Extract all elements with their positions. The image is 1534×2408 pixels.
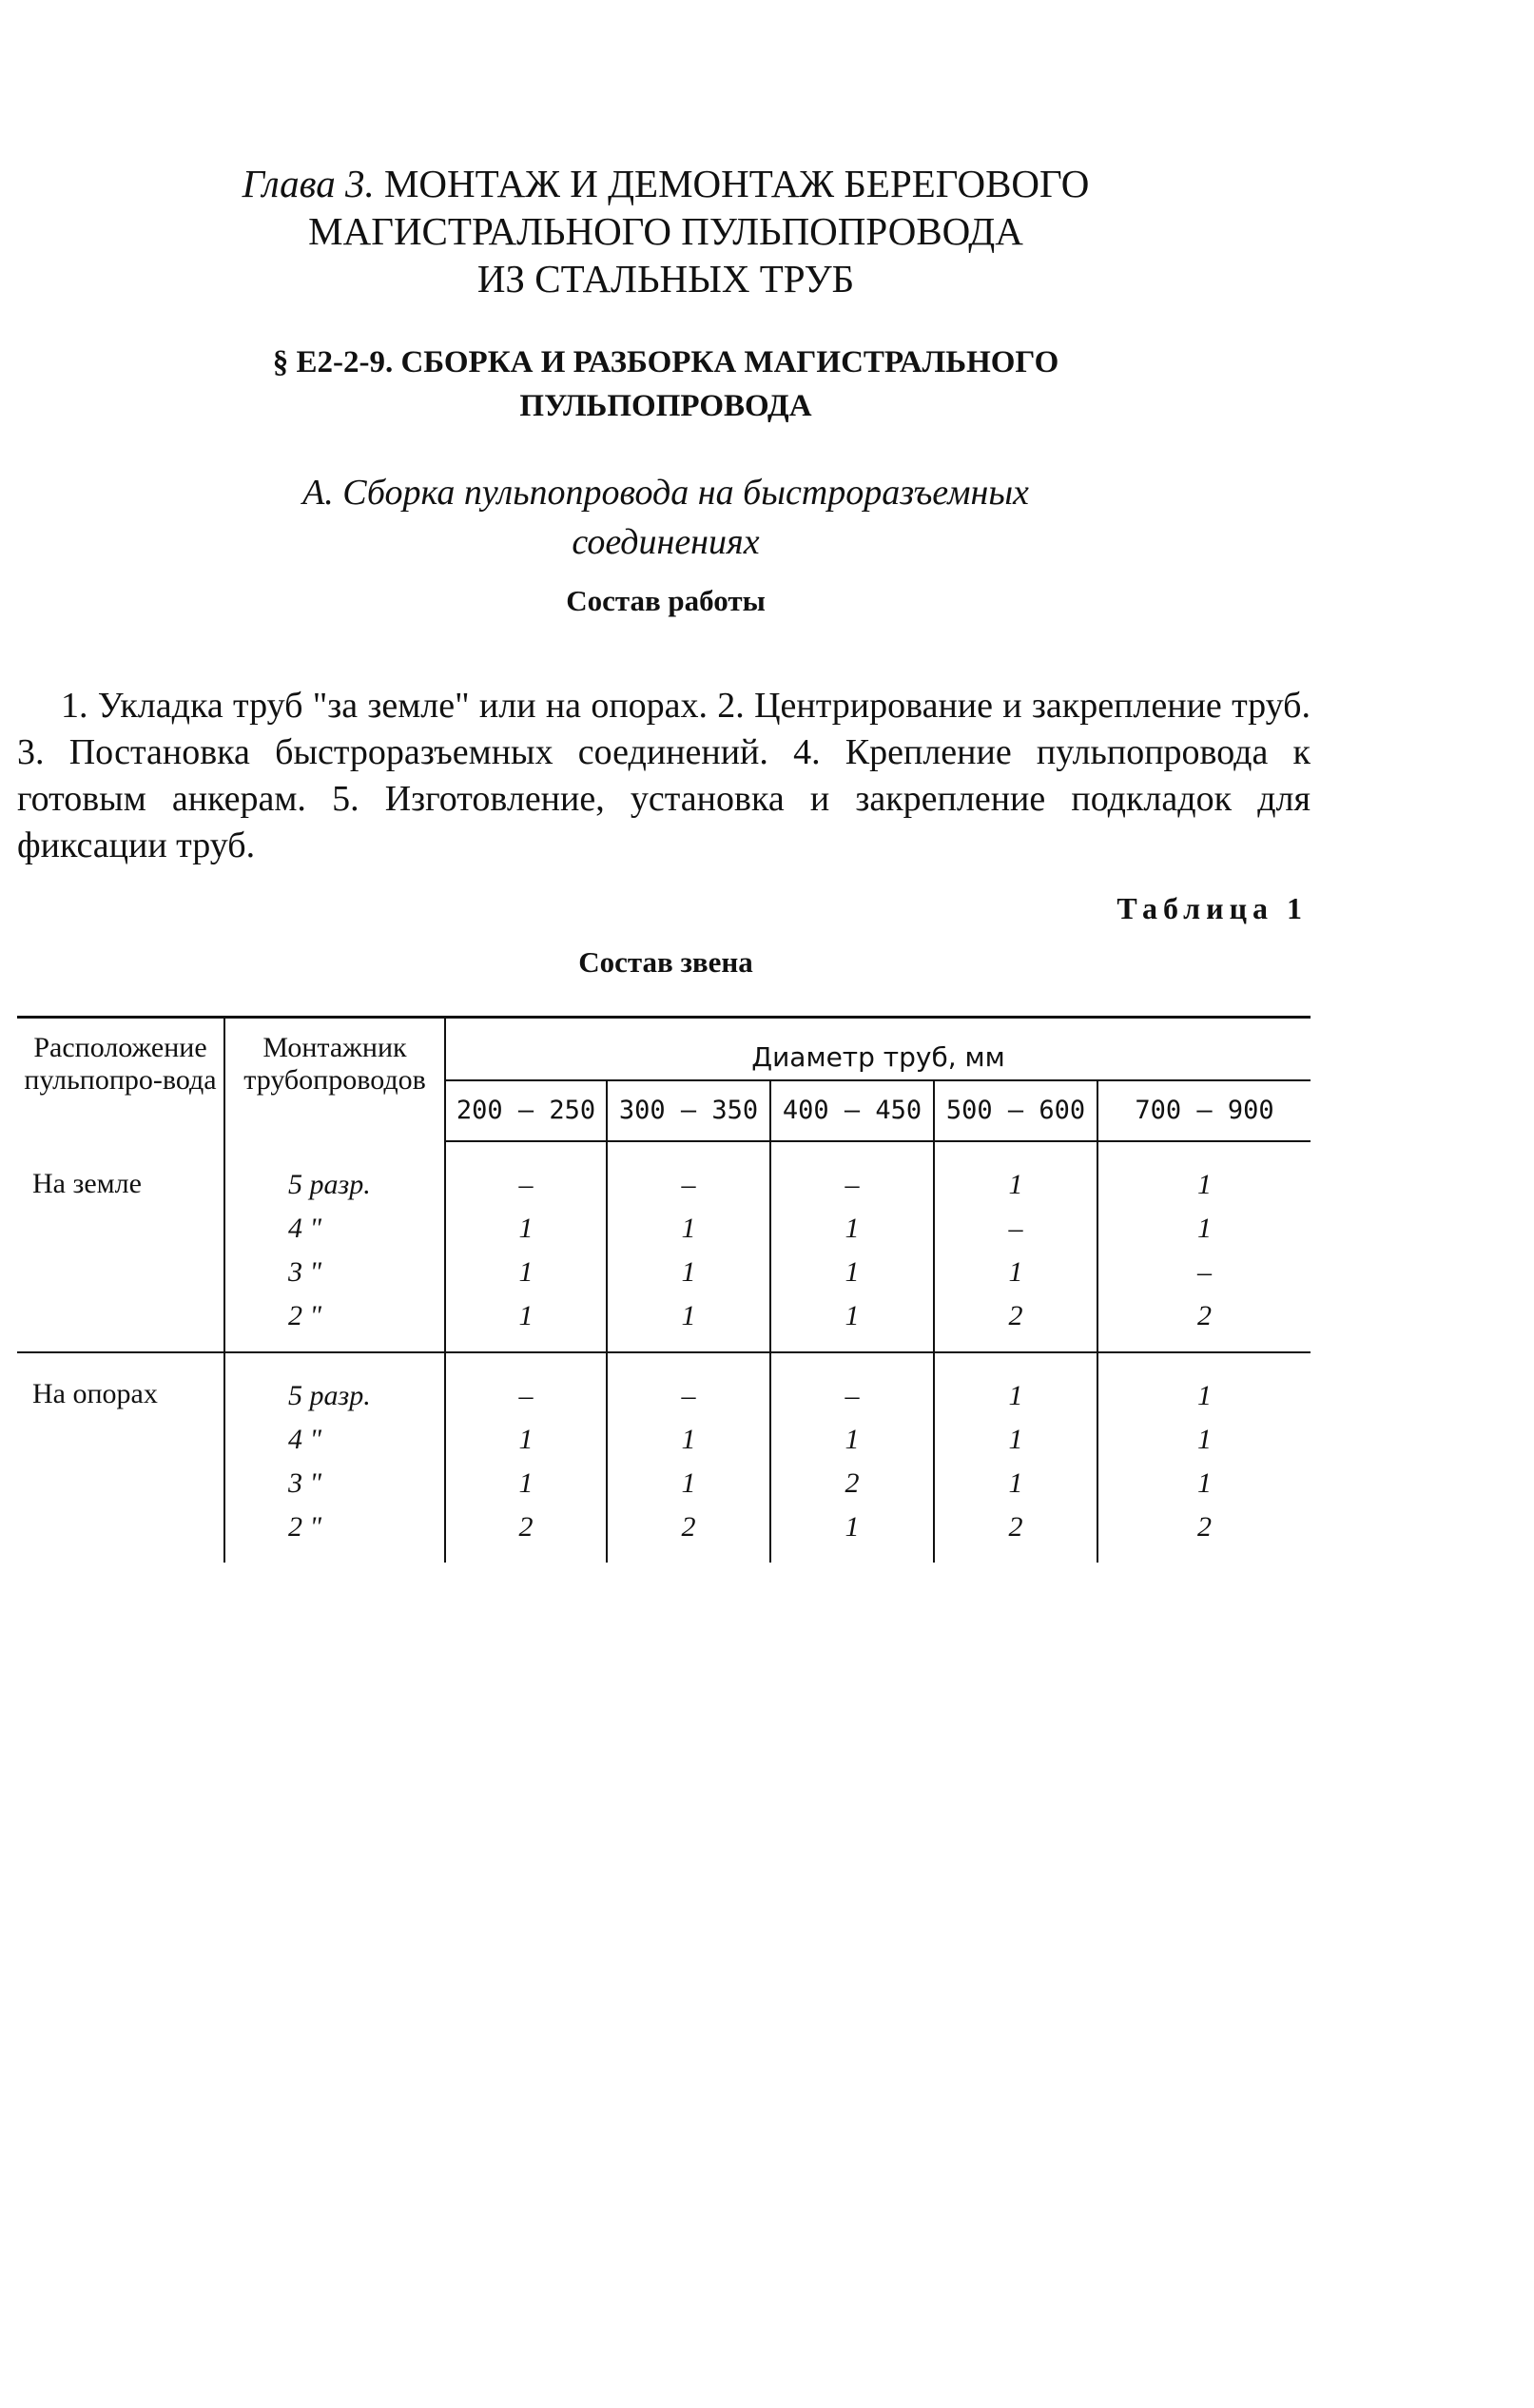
value-cell: – [934, 1207, 1097, 1251]
table-title: Состав звена [578, 945, 753, 979]
chapter-title-text: МОНТАЖ И ДЕМОНТАЖ БЕРЕГОВОГО [383, 162, 1090, 205]
value-cell: 1 [770, 1418, 934, 1462]
value-cell: 1 [607, 1418, 770, 1462]
value-cell: 1 [607, 1294, 770, 1352]
header-diameter-range: 700 – 900 [1097, 1080, 1311, 1141]
value-cell: 1 [1197, 1169, 1212, 1200]
value-cell: 1 [934, 1418, 1097, 1462]
value-cell: 2 [934, 1294, 1097, 1352]
work-composition-heading: Состав работы [566, 584, 766, 617]
value-cell: 1 [770, 1251, 934, 1294]
header-location: Расположение пульпопро-вода [17, 1018, 224, 1142]
value-cell: 1 [1197, 1213, 1212, 1244]
value-cell: – [445, 1141, 607, 1207]
header-diameter: Диаметр труб, мм [445, 1018, 1311, 1081]
grade-cell: 4 " [224, 1418, 445, 1462]
table-number: Таблица 1 [1117, 891, 1308, 925]
value-cell: 1 [1097, 1352, 1311, 1418]
header-worker: Монтажник трубопроводов [224, 1018, 445, 1142]
value-cell: 1 [934, 1251, 1097, 1294]
chapter-number: Глава 3. [242, 162, 375, 205]
header-diameter-range: 200 – 250 [445, 1080, 607, 1141]
grade-cell: 3 " [224, 1251, 445, 1294]
value-cell: 1 [445, 1207, 607, 1251]
value-cell: 1 [770, 1207, 934, 1251]
section-title [0, 340, 1331, 428]
header-diameter-range: 500 – 600 [934, 1080, 1097, 1141]
table-row [17, 1352, 1311, 1418]
value-cell: 1 [770, 1294, 934, 1352]
value-cell: 1 [445, 1294, 607, 1352]
chapter-title-line-1 [0, 160, 1331, 207]
subsection-title-line-2: соединениях [572, 522, 760, 562]
value-cell: 1 [934, 1352, 1097, 1418]
location-cell: На опорах [17, 1352, 224, 1563]
chapter-title [0, 160, 1331, 302]
subsection-title [0, 468, 1331, 567]
value-cell: 1 [770, 1505, 934, 1563]
value-cell: – [770, 1141, 934, 1207]
value-cell: 1 [1197, 1467, 1212, 1499]
value-cell: 2 [934, 1505, 1097, 1563]
value-cell: 1 [445, 1418, 607, 1462]
table-group-ground [17, 1141, 1311, 1352]
header-diameter-range: 300 – 350 [607, 1080, 770, 1141]
value-cell: – [607, 1352, 770, 1418]
value-cell: 2 [1197, 1300, 1212, 1331]
section-title-line-2: ПУЛЬПОПРОВОДА [519, 389, 812, 423]
table-row [17, 1141, 1311, 1207]
value-cell: 1 [934, 1141, 1097, 1207]
value-cell: – [770, 1352, 934, 1418]
header-diameter-range: 400 – 450 [770, 1080, 934, 1141]
value-cell: – [607, 1141, 770, 1207]
value-cell: 1 [445, 1251, 607, 1294]
value-cell: 1 [934, 1462, 1097, 1505]
grade-cell: 4 " [224, 1207, 445, 1251]
grade-cell: 5 разр. [224, 1352, 445, 1418]
section-title-line-1: § Е2-2-9. СБОРКА И РАЗБОРКА МАГИСТРАЛЬНОГО [272, 345, 1059, 379]
location-cell: На земле [17, 1141, 224, 1352]
grade-cell: 5 разр. [224, 1141, 445, 1207]
value-cell: 1 [1197, 1424, 1212, 1455]
subsection-title-line-1: А. Сборка пульпопровода на быстроразъемных [302, 473, 1029, 513]
grade-cell: 3 " [224, 1462, 445, 1505]
chapter-title-line-3: ИЗ СТАЛЬНЫХ ТРУБ [476, 257, 855, 301]
value-cell: 2 [607, 1505, 770, 1563]
value-cell: – [445, 1352, 607, 1418]
grade-cell: 2 " [224, 1294, 445, 1352]
value-cell: 1 [607, 1251, 770, 1294]
chapter-title-line-2: МАГИСТРАЛЬНОГО ПУЛЬПОПРОВОДА [308, 209, 1023, 253]
work-composition-text: 1. Укладка труб "за земле" или на опорах. 2. Центрирование и закрепление труб. 3. Постановка быстроразъемных соединений. 4. Крепление пульпопровода к готовым анкерам. 5. Изготовление, установка и закрепление подкладок для фиксации труб. [17, 686, 1311, 865]
value-cell: 2 [1197, 1511, 1212, 1543]
grade-cell: 2 " [224, 1505, 445, 1563]
value-cell: 2 [770, 1462, 934, 1505]
value-cell: 1 [445, 1462, 607, 1505]
value-cell: 1 [607, 1207, 770, 1251]
table-group-supports [17, 1352, 1311, 1563]
value-cell: 1 [607, 1462, 770, 1505]
value-cell: 2 [445, 1505, 607, 1563]
crew-table [17, 1016, 1311, 1563]
value-cell: – [1197, 1256, 1212, 1288]
